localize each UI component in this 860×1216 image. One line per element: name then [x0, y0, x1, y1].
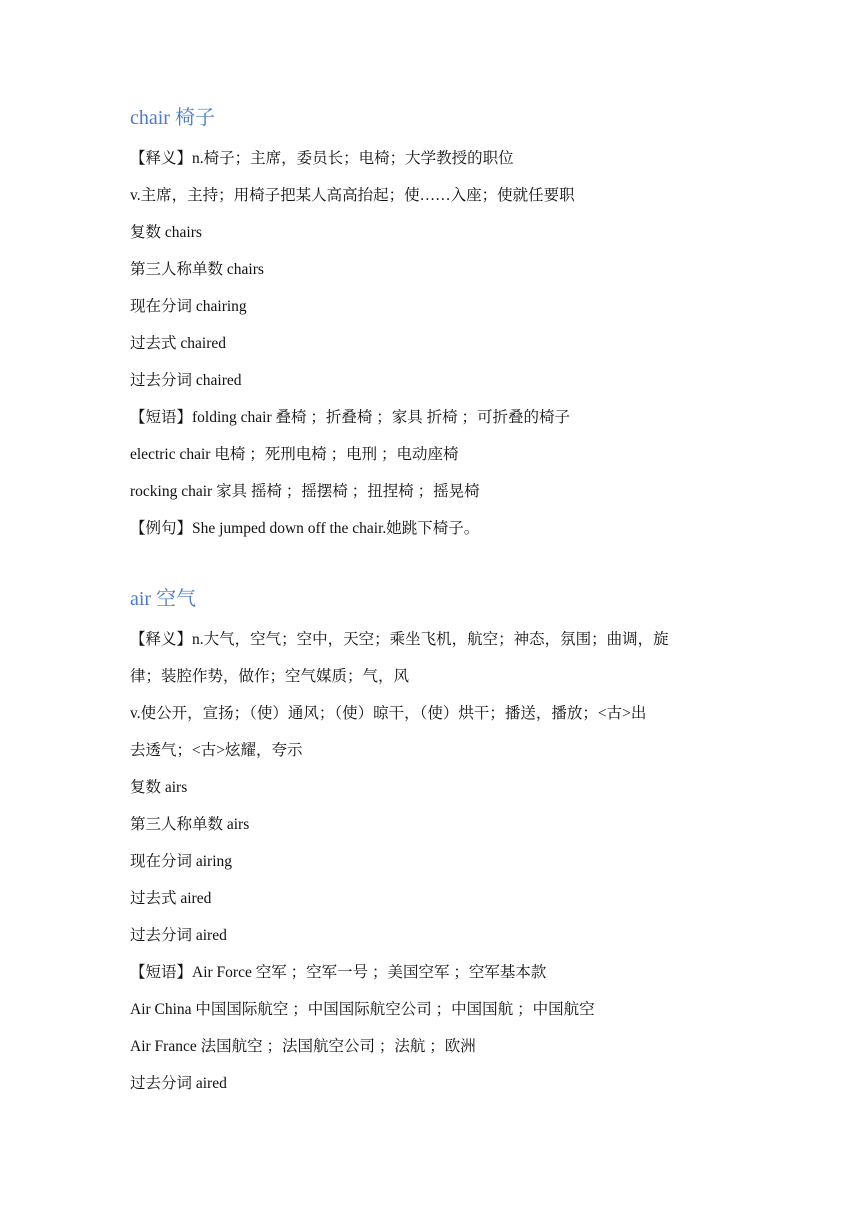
entry-title: air 空气	[130, 588, 197, 610]
definition-line: 【释义】n.椅子；主席，委员长；电椅；大学教授的职位	[130, 150, 514, 167]
inflection-line: 过去分词 aired	[130, 1075, 227, 1092]
definition-line: 去透气；<古>炫耀，夸示	[130, 742, 303, 759]
inflection-line: 复数 airs	[130, 779, 188, 796]
inflection-line: 复数 chairs	[130, 224, 202, 241]
phrase-line: 【短语】Air Force 空军 ；空军一号 ；美国空军 ；空军基本款	[130, 964, 547, 981]
example-line: 【例句】She jumped down off the chair.她跳下椅子。	[130, 520, 480, 537]
inflection-line: 过去分词 chaired	[130, 372, 242, 389]
inflection-line: 现在分词 airing	[130, 853, 233, 870]
phrase-line: 【短语】folding chair 叠椅 ；折叠椅 ；家具 折椅 ；可折叠的椅子	[130, 409, 571, 426]
definition-line: v.使公开，宣扬；（使）通风；（使）晾干，（使）烘干；播送，播放；<古>出	[130, 705, 647, 722]
definition-line: 【释义】n.大气，空气；空中，天空；乘坐飞机，航空；神态，氛围；曲调，旋	[130, 631, 669, 648]
inflection-line: 现在分词 chairing	[130, 298, 247, 315]
inflection-line: 过去式 chaired	[130, 335, 226, 352]
inflection-line: 第三人称单数 airs	[130, 816, 250, 833]
definition-line: v.主席，主持；用椅子把某人高高抬起；使……入座；使就任要职	[130, 187, 575, 204]
inflection-line: 第三人称单数 chairs	[130, 261, 264, 278]
entry-air	[130, 581, 736, 1102]
definition-line: 律；装腔作势，做作；空气媒质；气，风	[130, 668, 410, 685]
phrase-line: Air France 法国航空 ；法国航空公司 ；法航 ；欧洲	[130, 1038, 476, 1055]
document-page	[130, 100, 736, 1102]
entry-title: chair 椅子	[130, 107, 215, 129]
phrase-line: rocking chair 家具 摇椅 ；摇摆椅 ；扭捏椅 ；摇晃椅	[130, 483, 480, 500]
entry-chair	[130, 100, 736, 547]
phrase-line: Air China 中国国际航空 ；中国国际航空公司 ；中国国航 ；中国航空	[130, 1001, 595, 1018]
inflection-line: 过去式 aired	[130, 890, 212, 907]
phrase-line: electric chair 电椅 ；死刑电椅 ；电刑 ；电动座椅	[130, 446, 459, 463]
inflection-line: 过去分词 aired	[130, 927, 227, 944]
